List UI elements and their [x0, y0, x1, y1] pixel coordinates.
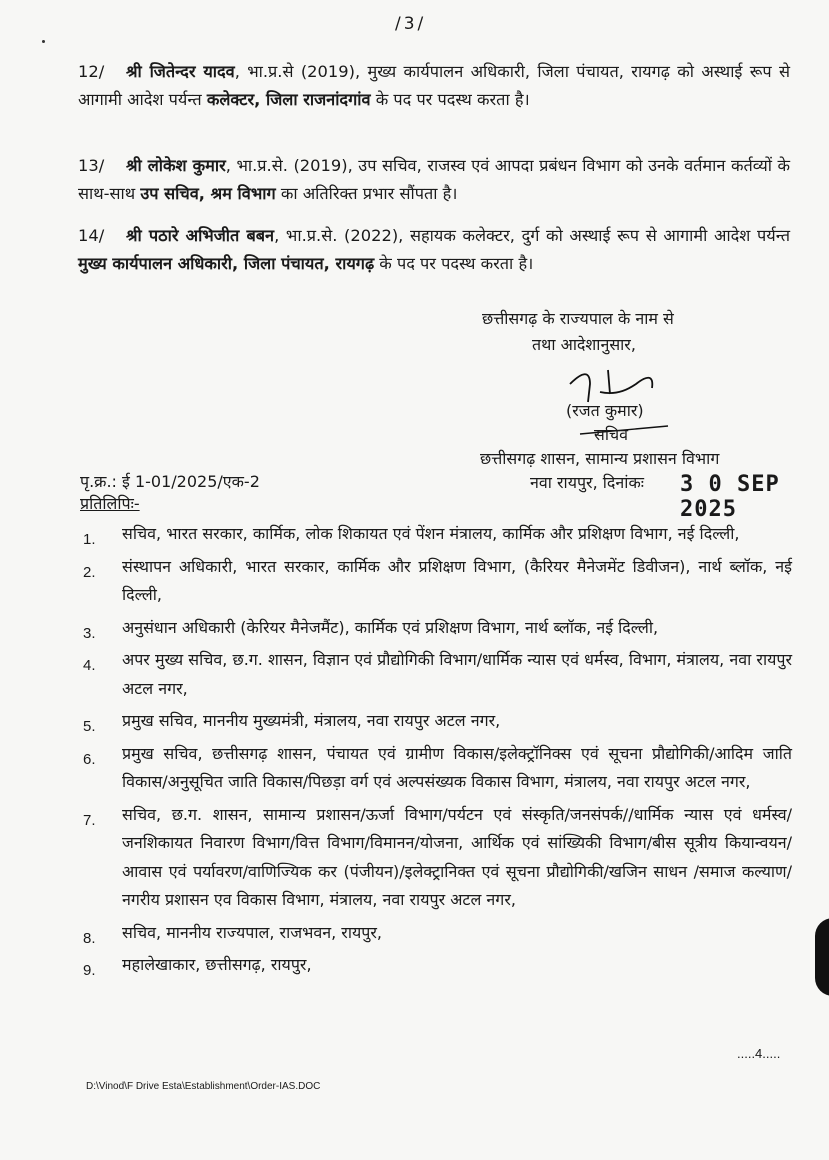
item-number: 9. — [83, 962, 96, 979]
order-line: तथा आदेशानुसार, — [532, 335, 636, 354]
item-text: संस्थापन अधिकारी, भारत सरकार, कार्मिक और प्रशिक्षण विभाग, (कैरियर मैनेजमेंट डिवीजन), नार्थ ब्लॉक, नई दिल्ली, — [122, 556, 792, 604]
item-number: 8. — [83, 929, 96, 947]
item-number: 7. — [83, 811, 96, 829]
item-number: 1. — [83, 531, 96, 548]
list-item — [80, 553, 792, 610]
list-item — [80, 740, 792, 797]
item-text: महालेखाकार, छत्तीसगढ़, रायपुर, — [122, 955, 312, 974]
reference-number: पृ.क्र.: ई 1-01/2025/एक-2 — [80, 472, 260, 491]
officer-name: श्री पठारे अभिजीत बबन — [126, 226, 275, 245]
signatory-name: (रजत कुमार) — [566, 401, 644, 420]
paragraph-tail: के पद पर पदस्थ करता है। — [370, 90, 530, 109]
list-item — [80, 801, 792, 915]
item-number: 3. — [83, 624, 96, 642]
item-number: 2. — [83, 563, 96, 581]
item-number: 6. — [83, 750, 96, 768]
posting-text: उप सचिव, श्रम विभाग — [140, 184, 276, 203]
officer-name: श्री लोकेश कुमार — [126, 156, 226, 175]
paragraph-tail: का अतिरिक्त प्रभार सौंपता है। — [275, 184, 458, 203]
signatory-designation: सचिव — [594, 425, 629, 444]
paragraph-text: , भा.प्र.से. (2022), सहायक कलेक्टर, दुर्ग को अस्थाई रूप से आगामी आदेश पर्यन्त — [274, 226, 790, 245]
date-stamp: 3 0 SEP 2025 — [680, 472, 780, 522]
list-item — [80, 919, 792, 948]
item-number: 5. — [83, 718, 96, 735]
item-number: 4. — [83, 657, 96, 674]
order-paragraph-12 — [78, 58, 790, 114]
item-text: प्रमुख सचिव, माननीय मुख्यमंत्री, मंत्रालय, नवा रायपुर अटल नगर, — [122, 711, 501, 730]
paragraph-number: 14/ — [78, 226, 105, 245]
order-paragraph-14 — [78, 222, 790, 278]
scan-speck — [42, 40, 45, 43]
scan-edge-shadow — [815, 918, 829, 996]
authority-line: छत्तीसगढ़ के राज्यपाल के नाम से — [482, 309, 674, 328]
posting-text: कलेक्टर, जिला राजनांदगांव — [206, 90, 371, 109]
item-text: सचिव, भारत सरकार, कार्मिक, लोक शिकायत एवं पेंशन मंत्रालय, कार्मिक और प्रशिक्षण विभाग, नई दिल्ली, — [122, 524, 740, 543]
paragraph-tail: के पद पर पदस्थ करता है। — [374, 254, 534, 273]
list-item — [80, 614, 792, 643]
order-paragraph-13 — [78, 152, 790, 208]
item-text: सचिव, माननीय राज्यपाल, राजभवन, रायपुर, — [122, 922, 382, 942]
paragraph-number: 12/ — [78, 62, 105, 81]
paragraph-text: , भा.प्र.से (2019), मुख्य कार्यपालन अधिकारी, जिला पंचायत, रायगढ़ को अस्थाई रूप से आगामी आदेश पर्यन्त — [78, 62, 790, 109]
file-path-footer: D:\Vinod\F Drive Esta\Establishment\Order-IAS.DOC — [86, 1081, 321, 1092]
department-line: छत्तीसगढ़ शासन, सामान्य प्रशासन विभाग — [480, 449, 720, 468]
list-item — [80, 951, 792, 980]
item-text: अपर मुख्य सचिव, छ.ग. शासन, विज्ञान एवं प्रौद्योगिकी विभाग/धार्मिक न्यास एवं धर्मस्व, विभाग, मंत्रालय, नवा रायपुर अटल नगर, — [122, 650, 792, 698]
item-text: प्रमुख सचिव, छत्तीसगढ़ शासन, पंचायत एवं ग्रामीण विकास/इलेक्ट्रॉनिक्स एवं सूचना प्रौद्योगिकी/आदिम जाति विकास/अनुसूचित जाति विकास/पिछड़ा वर्ग एवं अल्पसंख्यक विकास विभाग, मंत्रालय, नवा रायपुर अटल नगर, — [122, 743, 792, 791]
item-text: अनुसंधान अधिकारी (केरियर मैनेजमैंट), कार्मिक एवं प्रशिक्षण विभाग, नार्थ ब्लॉक, नई दिल्ली, — [122, 617, 659, 637]
list-item — [80, 646, 792, 703]
list-item — [80, 707, 792, 736]
item-text: सचिव, छ.ग. शासन, सामान्य प्रशासन/ऊर्जा विभाग/पर्यटन एवं संस्कृति/जनसंपर्क//धार्मिक न्यास एवं धर्मस्व/जनशिकायत निवारण विभाग/वित्त विभाग/विमानन/योजना, आर्थिक एवं सांख्यिकी विभाग/बीस सूत्रीय कियान्वयन/आवास एवं पर्यावरण/वाणिज्यिक कर (पंजीयन)/इलेक्ट्रानिक्त एवं सूचना प्रौद्योगिकी/खजिन साधन /समाज कल्याण/नगरीय प्रशासन एव विकास विभाग, मंत्रालय, नवा रायपुर अटल नगर, — [122, 804, 792, 909]
page-number: /3/ — [395, 14, 427, 34]
copy-list — [80, 520, 792, 984]
paragraph-text: , भा.प्र.से. (2019), उप सचिव, राजस्व एवं आपदा प्रबंधन विभाग को उनके वर्तमान कर्तव्यों के साथ-साथ — [78, 156, 790, 203]
copy-heading: प्रतिलिपिः- — [80, 494, 140, 513]
list-item — [80, 520, 792, 549]
officer-name: श्री जितेन्दर यादव — [126, 62, 235, 81]
place-date-label: नवा रायपुर, दिनांकः — [530, 473, 644, 492]
paragraph-number: 13/ — [78, 156, 105, 175]
continued-marker: .....4..... — [737, 1046, 781, 1061]
posting-text: मुख्य कार्यपालन अधिकारी, जिला पंचायत, रायगढ़ — [78, 254, 375, 273]
